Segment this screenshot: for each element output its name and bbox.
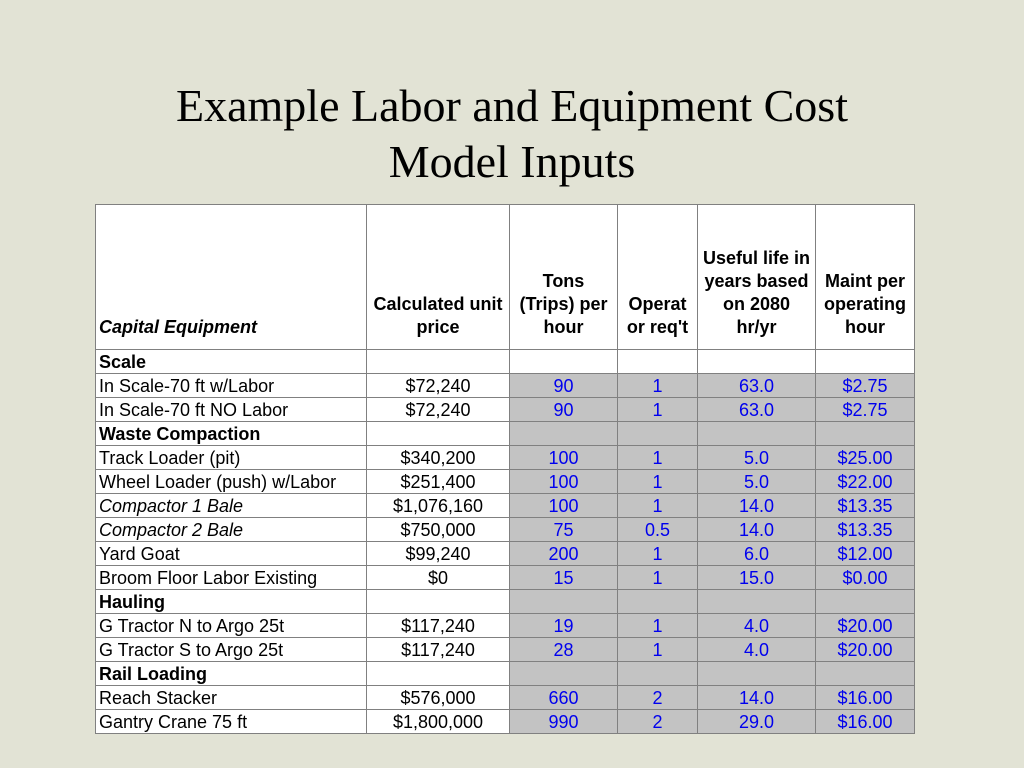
tons-per-hour: 100 — [510, 446, 618, 470]
tons-per-hour: 90 — [510, 398, 618, 422]
operator-required: 0.5 — [618, 518, 698, 542]
maint-per-hour: $16.00 — [816, 686, 915, 710]
equipment-name: Compactor 1 Bale — [96, 494, 367, 518]
unit-price: $99,240 — [367, 542, 510, 566]
unit-price: $1,076,160 — [367, 494, 510, 518]
empty-cell — [698, 662, 816, 686]
unit-price: $0 — [367, 566, 510, 590]
section-label — [96, 350, 367, 374]
section-name: Hauling — [99, 591, 165, 612]
header-operator-required: Operat or req't — [618, 205, 698, 350]
equipment-name: Wheel Loader (push) w/Labor — [96, 470, 367, 494]
table-row — [96, 566, 915, 590]
empty-cell — [618, 422, 698, 446]
tons-per-hour: 100 — [510, 494, 618, 518]
table-header-row — [96, 205, 915, 350]
empty-cell — [816, 662, 915, 686]
empty-cell — [698, 590, 816, 614]
useful-life: 6.0 — [698, 542, 816, 566]
unit-price: $340,200 — [367, 446, 510, 470]
useful-life: 14.0 — [698, 494, 816, 518]
slide-title — [0, 78, 1024, 190]
operator-required: 1 — [618, 470, 698, 494]
operator-required: 2 — [618, 686, 698, 710]
table-row — [96, 614, 915, 638]
tons-per-hour: 90 — [510, 374, 618, 398]
tons-per-hour: 28 — [510, 638, 618, 662]
unit-price: $117,240 — [367, 638, 510, 662]
slide-title-line-2: Model Inputs — [388, 136, 636, 187]
header-capital-equipment: Capital Equipment — [96, 205, 367, 350]
equipment-name: Track Loader (pit) — [96, 446, 367, 470]
empty-cell — [367, 422, 510, 446]
empty-cell — [618, 662, 698, 686]
maint-per-hour: $13.35 — [816, 494, 915, 518]
table-row — [96, 446, 915, 470]
equipment-name: G Tractor N to Argo 25t — [96, 614, 367, 638]
equipment-name: G Tractor S to Argo 25t — [96, 638, 367, 662]
empty-cell — [816, 350, 915, 374]
section-row — [96, 662, 915, 686]
table-body — [96, 350, 915, 734]
maint-per-hour: $22.00 — [816, 470, 915, 494]
useful-life: 5.0 — [698, 470, 816, 494]
useful-life: 4.0 — [698, 638, 816, 662]
table-row — [96, 518, 915, 542]
section-row — [96, 422, 915, 446]
section-label — [96, 662, 367, 686]
useful-life: 15.0 — [698, 566, 816, 590]
empty-cell — [816, 422, 915, 446]
maint-per-hour: $25.00 — [816, 446, 915, 470]
operator-required: 1 — [618, 638, 698, 662]
maint-per-hour: $16.00 — [816, 710, 915, 734]
section-label — [96, 422, 367, 446]
useful-life: 29.0 — [698, 710, 816, 734]
empty-cell — [698, 350, 816, 374]
tons-per-hour: 660 — [510, 686, 618, 710]
header-useful-life: Useful life in years based on 2080 hr/yr — [698, 205, 816, 350]
equipment-name: Broom Floor Labor Existing — [96, 566, 367, 590]
operator-required: 1 — [618, 446, 698, 470]
operator-required: 1 — [618, 542, 698, 566]
maint-per-hour: $20.00 — [816, 638, 915, 662]
table-row — [96, 470, 915, 494]
empty-cell — [510, 590, 618, 614]
table-row — [96, 710, 915, 734]
equipment-name: Yard Goat — [96, 542, 367, 566]
tons-per-hour: 19 — [510, 614, 618, 638]
tons-per-hour: 200 — [510, 542, 618, 566]
operator-required: 1 — [618, 614, 698, 638]
tons-per-hour: 75 — [510, 518, 618, 542]
maint-per-hour: $12.00 — [816, 542, 915, 566]
table-row — [96, 686, 915, 710]
empty-cell — [698, 422, 816, 446]
useful-life: 14.0 — [698, 518, 816, 542]
table-row — [96, 494, 915, 518]
table-row — [96, 638, 915, 662]
maint-per-hour: $2.75 — [816, 374, 915, 398]
operator-required: 1 — [618, 374, 698, 398]
maint-per-hour: $2.75 — [816, 398, 915, 422]
empty-cell — [618, 350, 698, 374]
section-row — [96, 590, 915, 614]
unit-price: $251,400 — [367, 470, 510, 494]
empty-cell — [816, 590, 915, 614]
operator-required: 1 — [618, 494, 698, 518]
empty-cell — [367, 350, 510, 374]
operator-required: 2 — [618, 710, 698, 734]
useful-life: 14.0 — [698, 686, 816, 710]
empty-cell — [510, 662, 618, 686]
useful-life: 63.0 — [698, 398, 816, 422]
equipment-name: Reach Stacker — [96, 686, 367, 710]
empty-cell — [367, 662, 510, 686]
useful-life: 5.0 — [698, 446, 816, 470]
useful-life: 4.0 — [698, 614, 816, 638]
section-label — [96, 590, 367, 614]
operator-required: 1 — [618, 398, 698, 422]
table-row — [96, 398, 915, 422]
section-name: Waste Compaction — [99, 423, 261, 444]
maint-per-hour: $0.00 — [816, 566, 915, 590]
section-name: Rail Loading — [99, 663, 207, 684]
unit-price: $72,240 — [367, 374, 510, 398]
empty-cell — [618, 590, 698, 614]
empty-cell — [510, 422, 618, 446]
useful-life: 63.0 — [698, 374, 816, 398]
unit-price: $576,000 — [367, 686, 510, 710]
unit-price: $72,240 — [367, 398, 510, 422]
section-row — [96, 350, 915, 374]
equipment-name: Compactor 2 Bale — [96, 518, 367, 542]
tons-per-hour: 100 — [510, 470, 618, 494]
equipment-name: In Scale-70 ft w/Labor — [96, 374, 367, 398]
tons-per-hour: 15 — [510, 566, 618, 590]
section-marker: 1 — [154, 351, 165, 372]
table-row — [96, 542, 915, 566]
operator-required: 1 — [618, 566, 698, 590]
equipment-cost-table — [95, 204, 915, 734]
maint-per-hour: $13.35 — [816, 518, 915, 542]
tons-per-hour: 990 — [510, 710, 618, 734]
unit-price: $1,800,000 — [367, 710, 510, 734]
header-tons-per-hour: Tons (Trips) per hour — [510, 205, 618, 350]
unit-price: $117,240 — [367, 614, 510, 638]
equipment-name: Gantry Crane 75 ft — [96, 710, 367, 734]
section-name: Scale — [99, 351, 147, 372]
table-row — [96, 374, 915, 398]
unit-price: $750,000 — [367, 518, 510, 542]
empty-cell — [510, 350, 618, 374]
slide-title-line-1: Example Labor and Equipment Cost — [176, 80, 848, 131]
maint-per-hour: $20.00 — [816, 614, 915, 638]
header-unit-price: Calculated unit price — [367, 205, 510, 350]
header-maint-per-hour: Maint per operating hour — [816, 205, 915, 350]
empty-cell — [367, 590, 510, 614]
equipment-name: In Scale-70 ft NO Labor — [96, 398, 367, 422]
